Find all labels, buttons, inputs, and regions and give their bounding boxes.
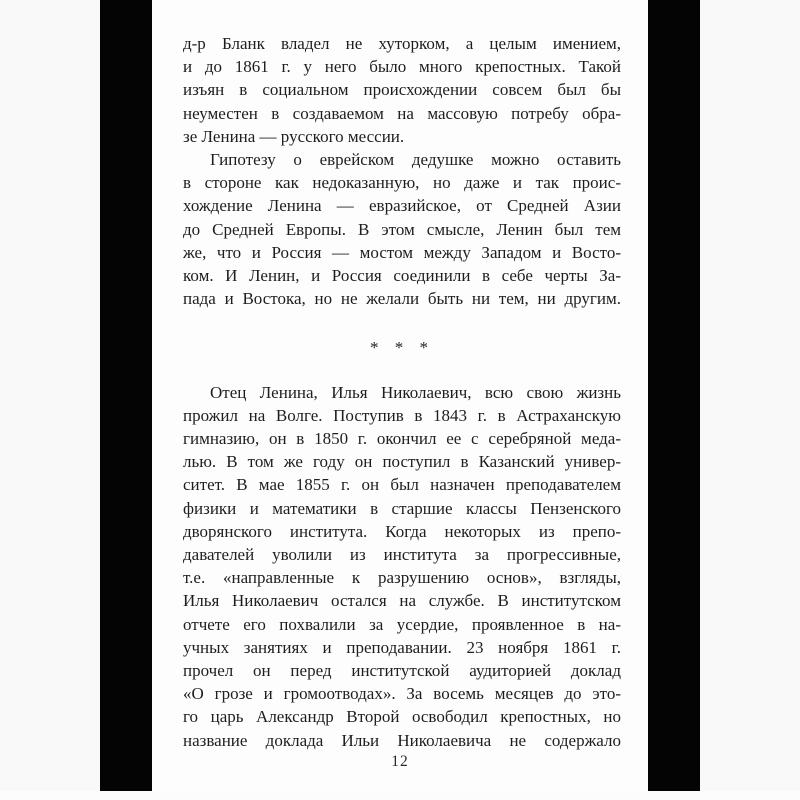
section-separator: * * * (370, 338, 434, 358)
text-line: го царь Александр Второй освободил крепостных, но (183, 707, 621, 727)
text-line: физики и математики в старшие классы Пензенского (183, 498, 621, 518)
text-line: Гипотезу о еврейском дедушке можно оставить (210, 150, 621, 170)
text-line: пада и Востока, но не желали быть ни тем, ни другим. (183, 289, 621, 309)
text-line: и до 1861 г. у него было много крепостных. Такой (183, 57, 621, 77)
text-line: прожил на Волге. Поступив в 1843 г. в Астраханскую (183, 405, 621, 425)
paragraph (183, 148, 621, 310)
text-line: зе Ленина — русского мессии. (183, 126, 405, 146)
book-page (152, 0, 648, 791)
page-number: 12 (391, 753, 409, 770)
text-line: ситет. В мае 1855 г. он был назначен преподавателем (183, 475, 621, 495)
text-line: ком. И Ленин, и Россия соединили в себе черты За- (183, 266, 621, 286)
text-line: т.е. «направленные к разрушению основ», взгляды, (183, 568, 621, 588)
text-line: до Средней Европы. В этом смысле, Ленин был тем (183, 219, 621, 239)
text-line: д-р Бланк владел не хуторком, а целым имением, (183, 34, 621, 53)
text-line: название доклада Ильи Николаевича не содержало (183, 730, 621, 750)
text-line: «О грозе и громоотводах». За восемь месяцев до это- (183, 684, 621, 704)
text-line: учных занятиях и преподавании. 23 ноября 1861 г. (183, 637, 621, 657)
text-line: отчете его похвалили за усердие, проявленное в на- (183, 614, 621, 634)
paragraph (183, 32, 621, 148)
text-line: давателей уволили из института за прогрессивные, (183, 545, 621, 565)
text-line: неуместен в создаваемом на массовую потребу обра- (183, 103, 621, 123)
text-block (183, 32, 621, 752)
photo-bottom-edge (0, 791, 800, 800)
text-line: дворянского института. Когда некоторых из препо- (183, 521, 621, 541)
text-line: же, что и Россия — мостом между Западом и Восто- (183, 242, 621, 262)
text-line: хождение Ленина — евразийское, от Средней Азии (183, 196, 621, 216)
text-line: Илья Николаевич остался на службе. В институтском (183, 591, 621, 611)
text-line: в стороне как недоказанную, но даже и так проис- (183, 173, 621, 193)
text-line: гимназию, он в 1850 г. окончил ее с серебряной меда- (183, 429, 621, 449)
text-line: лью. В том же году он поступил в Казанский универ- (183, 452, 621, 472)
text-line: Отец Ленина, Илья Николаевич, всю свою жизнь (210, 382, 621, 402)
text-line: изъян в социальном происхождении совсем был бы (183, 80, 621, 100)
text-line: прочел он перед институтской аудиторией доклад (183, 661, 621, 681)
paragraph (183, 381, 621, 752)
